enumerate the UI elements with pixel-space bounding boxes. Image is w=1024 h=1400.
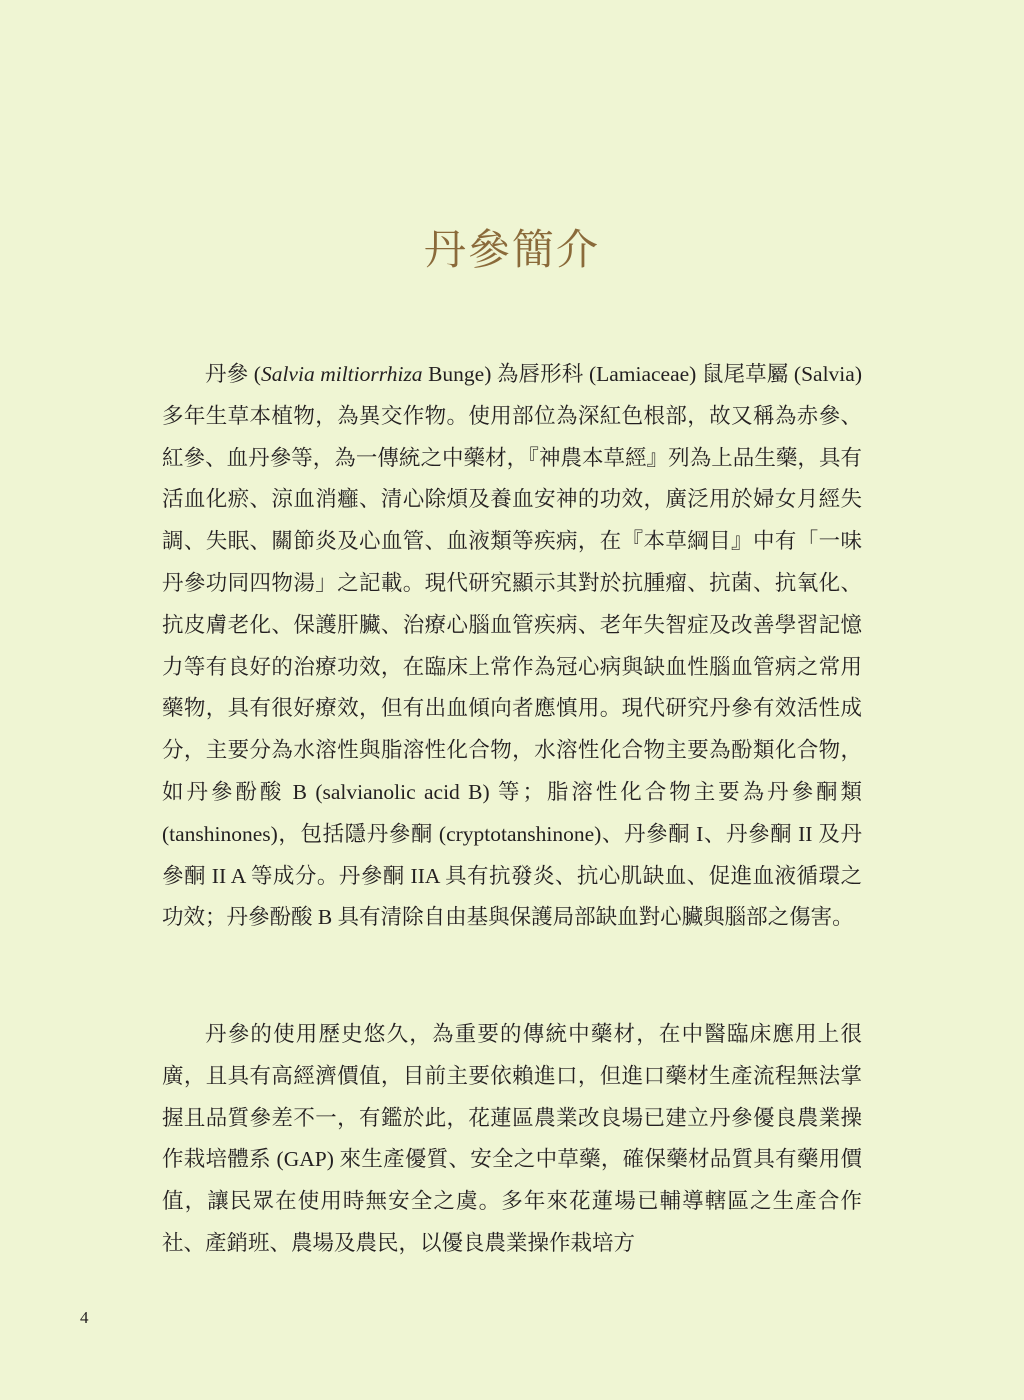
page-title: 丹參簡介 [423,225,600,274]
page-number: 4 [80,1308,89,1327]
paragraph-segment: 丹參的使用歷史悠久，為重要的傳統中藥材，在中醫臨床應用上很廣，且具有高經濟價值，目前主要依賴進口，但進口藥材生產流程無法掌握且品質參差不一，有鑑於此，花蓮區農業改良場已建立丹參優良農業操作栽培體系 (GAP) 來生產優質、安全之中草藥，確保藥材品質具有藥用價值，讓民眾在使用時無安全之虞。多年來花蓮場已輔導轄區之生產合作社、產銷班、農場及農民，以優良農業操作栽培方 [162,1022,862,1255]
paragraph-segment: 丹參 ( [205,362,261,386]
body-paragraph-2 [162,1014,862,1265]
paragraph-text [162,1014,862,1265]
paragraph-text [162,354,862,939]
scientific-name: Salvia miltiorrhiza [260,362,423,386]
body-paragraph-1 [162,354,862,939]
paragraph-segment: Bunge) 為唇形科 (Lamiaceae) 鼠尾草屬 (Salvia) 多年生草本植物，為異交作物。使用部位為深紅色根部，故又稱為赤參、紅參、血丹參等，為一傳統之中藥材，『神農本草經』列為上品生藥，具有活血化瘀、涼血消癰、清心除煩及養血安神的功效，廣泛用於婦女月經失調、失眠、關節炎及心血管、血液類等疾病，在『本草綱目』中有「一味丹參功同四物湯」之記載。現代研究顯示其對於抗腫瘤、抗菌、抗氧化、抗皮膚老化、保護肝臟、治療心腦血管疾病、老年失智症及改善學習記憶力等有良好的治療功效，在臨床上常作為冠心病與缺血性腦血管病之常用藥物，具有很好療效，但有出血傾向者應慎用。現代研究丹參有效活性成分，主要分為水溶性與脂溶性化合物，水溶性化合物主要為酚類化合物，如丹參酚酸 B (salvianolic acid B) 等；脂溶性化合物主要為丹參酮類 (tanshinones)，包括隱丹參酮 (cryptotanshinone)、丹參酮 I、丹參酮 II 及丹參酮 II A 等成分。丹參酮 IIA 具有抗發炎、抗心肌缺血、促進血液循環之功效；丹參酚酸 B 具有清除自由基與保護局部缺血對心臟與腦部之傷害。 [162,362,862,930]
